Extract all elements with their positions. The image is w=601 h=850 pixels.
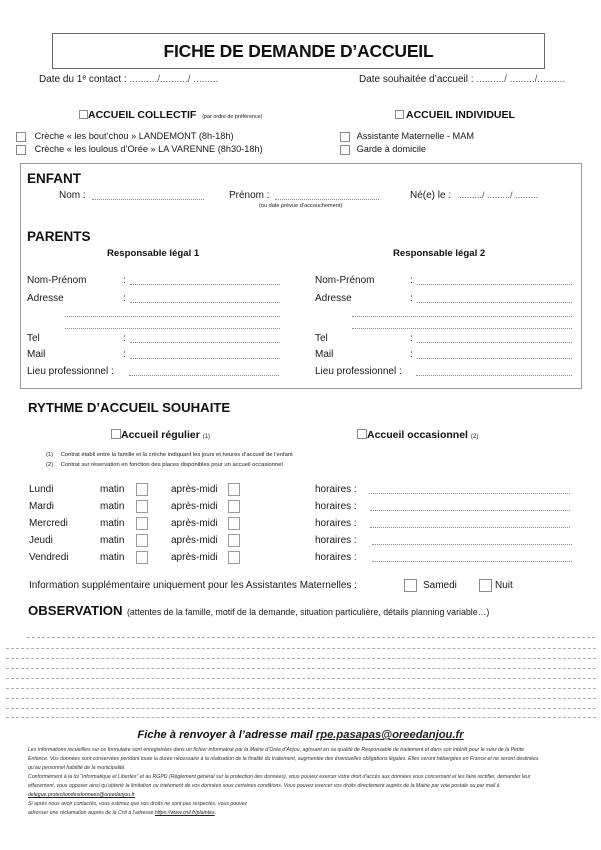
horaires-label: horaires : — [315, 535, 357, 546]
nuit-checkbox[interactable] — [479, 579, 492, 592]
observation-line[interactable] — [6, 698, 596, 699]
form-title-box — [52, 33, 545, 69]
r2-mail-label: Mail — [315, 349, 334, 360]
apres-midi-label: après-midi — [171, 501, 218, 512]
observation-line[interactable] — [6, 717, 596, 718]
desired-date-field[interactable]: ........../ ........./.......... — [476, 74, 566, 85]
send-instructions — [0, 729, 601, 741]
r1-nom-prenom-sep: : — [123, 275, 126, 286]
matin-label: matin — [100, 501, 125, 512]
assistante-maternelle-checkbox[interactable] — [340, 132, 350, 142]
creche-2-label: Crèche « les loulous d’Orée » LA VARENNE (8h30-18h) — [34, 144, 263, 154]
observation-line[interactable] — [6, 658, 596, 659]
matin-label: matin — [100, 484, 125, 495]
creche-option-2[interactable] — [16, 144, 263, 155]
day-label-mardi: Mardi — [29, 501, 55, 512]
lundi-matin-checkbox[interactable] — [136, 483, 148, 496]
assistantes-info-label: Information supplémentaire uniquement pour les Assistantes Maternelles : — [29, 580, 357, 591]
r1-mail-label: Mail — [27, 349, 46, 360]
vendredi-horaires-field[interactable] — [372, 561, 572, 562]
mercredi-apres-midi-checkbox[interactable] — [228, 517, 240, 530]
mardi-horaires-field[interactable] — [370, 510, 570, 511]
horaires-label: horaires : — [315, 518, 357, 529]
legal-dpo-line — [28, 791, 135, 800]
mardi-matin-checkbox[interactable] — [136, 500, 148, 513]
lundi-horaires-field[interactable] — [369, 493, 570, 494]
observation-line[interactable] — [6, 678, 596, 679]
legal-cnil-line-2 — [28, 809, 216, 818]
day-label-lundi: Lundi — [29, 484, 54, 495]
observation-line[interactable] — [6, 668, 596, 669]
enfant-nom-field[interactable] — [92, 199, 204, 200]
r2-tel-label: Tel — [315, 333, 328, 344]
accueil-individuel-checkbox[interactable] — [395, 110, 404, 119]
r1-tel-label: Tel — [27, 333, 40, 344]
observation-header — [28, 602, 489, 620]
horaires-label: horaires : — [315, 484, 357, 495]
r2-adresse-sep: : — [410, 293, 413, 304]
accueil-collectif-note: (par ordre de préférence) — [202, 114, 263, 120]
observation-note: (attentes de la famille, motif de la demande, situation particulière, détails planning variable…) — [126, 607, 490, 617]
first-contact-date — [39, 74, 218, 85]
r2-adresse-label: Adresse — [315, 293, 352, 304]
enfant-prenom-label: Prénom : — [229, 190, 270, 201]
r1-adresse-sep: : — [123, 293, 126, 304]
creche-2-checkbox[interactable] — [16, 145, 26, 155]
vendredi-apres-midi-checkbox[interactable] — [228, 551, 240, 564]
samedi-label: Samedi — [423, 580, 457, 591]
r2-nom-prenom-label: Nom-Prénom — [315, 275, 375, 286]
cnil-suffix: . — [214, 810, 217, 816]
enfant-nom-label: Nom : — [59, 190, 86, 201]
rythme-note-2 — [46, 462, 283, 468]
day-label-vendredi: Vendredi — [29, 552, 69, 563]
r2-adresse-line-3[interactable] — [352, 328, 572, 329]
accueil-individuel-header — [395, 109, 515, 121]
apres-midi-label: après-midi — [171, 518, 218, 529]
legal-line-3: qu’au personnel habilité de la municipalité. — [28, 765, 126, 771]
accueil-occasionnel-ref: (2) — [470, 434, 479, 440]
r2-mail-field[interactable] — [417, 358, 572, 359]
individuel-option-1[interactable] — [340, 131, 474, 142]
send-email-link[interactable]: rpe.pasapas@oreedanjou.fr — [315, 729, 464, 741]
send-prefix: Fiche à renvoyer à l’adresse mail — [137, 729, 316, 741]
enfant-prenom-field[interactable] — [275, 199, 379, 200]
r1-adresse-field[interactable] — [130, 302, 280, 303]
r1-adresse-line-2[interactable] — [65, 316, 280, 317]
r1-lieu-pro-label: Lieu professionnel : — [27, 366, 114, 377]
individuel-option-2[interactable] — [340, 144, 426, 155]
accueil-individuel-label: ACCUEIL INDIVIDUEL — [406, 109, 515, 121]
rythme-note-1 — [46, 452, 293, 458]
accueil-collectif-checkbox[interactable] — [79, 110, 88, 119]
rythme-note-1-text: Contrat établi entre la famille et la crèche indiquant les jours et heures d’accueil de l’enfant — [60, 452, 293, 458]
legal-cnil-line-1: Si après nous avoir contactés, vous estimez que vos droits ne sont pas respectés, vous pouvez — [28, 801, 248, 807]
enfant-heading: ENFANT — [27, 171, 81, 186]
responsable-2-title: Responsable légal 2 — [393, 248, 486, 259]
jeudi-apres-midi-checkbox[interactable] — [228, 534, 240, 547]
enfant-ne-note: (ou date prévue d’accouchement) — [259, 203, 343, 209]
legal-line-5: effacement, vous opposer ainsi qu’obtenir la limitation ou traitement de vos données sous certaines conditions. Vous pouvez exercer vos droits directement auprès de la Mairie par voie postale ou par mail à — [28, 783, 500, 789]
r1-adresse-label: Adresse — [27, 293, 64, 304]
r2-lieu-pro-field[interactable] — [416, 375, 572, 376]
day-label-mercredi: Mercredi — [29, 518, 68, 529]
accueil-regulier-option[interactable] — [111, 429, 210, 441]
observation-heading: OBSERVATION — [28, 603, 123, 618]
desired-date — [359, 74, 565, 85]
r1-adresse-line-3[interactable] — [65, 328, 280, 329]
samedi-checkbox[interactable] — [404, 579, 417, 592]
rythme-note-2-num: (2) — [46, 462, 54, 468]
jeudi-matin-checkbox[interactable] — [136, 534, 148, 547]
r2-adresse-line-2[interactable] — [352, 316, 572, 317]
apres-midi-label: après-midi — [171, 484, 218, 495]
r2-mail-sep: : — [410, 349, 413, 360]
observation-line[interactable] — [6, 688, 596, 689]
r2-lieu-pro-label: Lieu professionnel : — [315, 366, 402, 377]
mardi-apres-midi-checkbox[interactable] — [228, 500, 240, 513]
r1-mail-sep: : — [123, 349, 126, 360]
day-label-jeudi: Jeudi — [29, 535, 53, 546]
accueil-regulier-checkbox[interactable] — [111, 429, 121, 439]
cnil-url-link[interactable]: https://www.cnil.fr/plaintes — [154, 810, 215, 816]
creche-1-label: Crèche « les bout’chou » LANDEMONT (8h-18h) — [34, 131, 234, 141]
garde-domicile-checkbox[interactable] — [340, 145, 350, 155]
r1-nom-prenom-label: Nom-Prénom — [27, 275, 87, 286]
lundi-apres-midi-checkbox[interactable] — [228, 483, 240, 496]
rythme-note-1-num: (1) — [46, 452, 54, 458]
legal-line-4: Conformément à la loi “Informatique et Libertés” et au RGPD (Règlement général sur la protection des données), vous pouvez exercer votre droit d’accès aux données vous concernant et les faire rectifier, demander leur — [28, 774, 531, 780]
creche-option-1[interactable] — [16, 131, 234, 142]
r2-nom-prenom-field[interactable] — [417, 284, 572, 285]
dpo-email-link[interactable]: delegue.protectiondesdonnees@oreedanjou.fr — [28, 792, 135, 798]
rythme-heading: RYTHME D’ACCUEIL SOUHAITE — [28, 400, 231, 415]
apres-midi-label: après-midi — [171, 535, 218, 546]
legal-line-2: Enfance. Vos données sont conservées pendant toute la durée nécessaire à la réalisation de la finalité du traitement, augmentée des éventuelles obligations légales. Elles seront hébergées en France et ne seront destinées — [28, 756, 539, 762]
vendredi-matin-checkbox[interactable] — [136, 551, 148, 564]
observation-line[interactable] — [6, 708, 596, 709]
r2-adresse-field[interactable] — [417, 302, 572, 303]
accueil-collectif-label: ACCUEIL COLLECTIF — [88, 109, 197, 121]
observation-line[interactable] — [6, 648, 596, 649]
jeudi-horaires-field[interactable] — [372, 544, 572, 545]
assistante-maternelle-label: Assistante Maternelle - MAM — [356, 131, 474, 141]
horaires-label: horaires : — [315, 501, 357, 512]
r1-tel-field[interactable] — [130, 342, 280, 343]
horaires-label: horaires : — [315, 552, 357, 563]
cnil-prefix: adresser une réclamation auprès de la Cnil à l’adresse — [28, 810, 155, 816]
accueil-occasionnel-checkbox[interactable] — [357, 429, 367, 439]
matin-label: matin — [100, 518, 125, 529]
r1-nom-prenom-field[interactable] — [130, 284, 280, 285]
accueil-regulier-label: Accueil régulier — [121, 429, 200, 441]
matin-label: matin — [100, 552, 125, 563]
apres-midi-label: après-midi — [171, 552, 218, 563]
mercredi-horaires-field[interactable] — [370, 527, 570, 528]
accueil-regulier-ref: (1) — [202, 434, 211, 440]
accueil-occasionnel-option[interactable] — [357, 429, 478, 441]
r1-mail-field[interactable] — [130, 358, 280, 359]
matin-label: matin — [100, 535, 125, 546]
enfant-ne-label: Né(e) le : — [410, 190, 452, 201]
rythme-note-2-text: Contrat sur réservation en fonction des places disponibles pour un accueil occasionnel — [60, 462, 283, 468]
enfant-ne-field[interactable]: ........./ ........./ ......... — [459, 190, 539, 200]
observation-line[interactable] — [27, 637, 595, 638]
nuit-label: Nuit — [495, 580, 513, 591]
mercredi-matin-checkbox[interactable] — [136, 517, 148, 530]
r1-lieu-pro-field[interactable] — [129, 375, 279, 376]
r2-tel-field[interactable] — [417, 342, 572, 343]
form-title: FICHE DE DEMANDE D’ACCUEIL — [163, 40, 434, 61]
r2-nom-prenom-sep: : — [410, 275, 413, 286]
r1-tel-sep: : — [123, 333, 126, 344]
legal-line-1: Les informations recueillies sur ce formulaire sont enregistrées dans un fichier informatisé par la Mairie d’Orée d’Anjou, agissant en sa qualité de Responsable de traitement et dans son intérêt pour le suivi de la Petite — [28, 747, 524, 753]
accueil-occasionnel-label: Accueil occasionnel — [367, 429, 468, 441]
first-contact-field[interactable]: ........../........../ ......... — [129, 74, 219, 85]
parents-heading: PARENTS — [27, 229, 91, 244]
desired-date-label: Date souhaitée d’accueil : — [359, 74, 474, 85]
responsable-1-title: Responsable légal 1 — [107, 248, 200, 259]
r2-tel-sep: : — [410, 333, 413, 344]
creche-1-checkbox[interactable] — [16, 132, 26, 142]
accueil-collectif-header — [79, 109, 262, 121]
garde-domicile-label: Garde à domicile — [356, 144, 427, 154]
first-contact-label: Date du 1ᵉ contact : — [39, 74, 127, 85]
